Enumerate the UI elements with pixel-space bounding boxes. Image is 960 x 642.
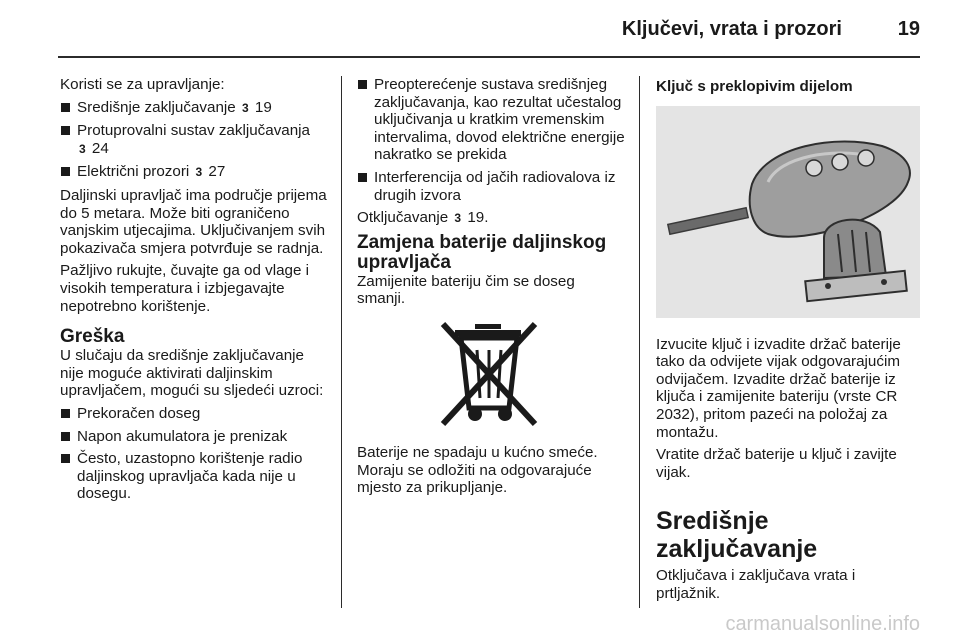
key-heading: Ključ s preklopivim dijelom — [656, 78, 853, 95]
page-title: Ključevi, vrata i prozori — [621, 18, 842, 40]
bullet-icon — [358, 173, 367, 182]
list-item: Prekoračen doseg — [60, 405, 328, 423]
bullet-icon — [61, 103, 70, 112]
list-item: Električni prozori 3 27 — [60, 163, 328, 182]
bullet-icon — [358, 80, 367, 89]
bullet-icon — [61, 409, 70, 418]
key-paragraph-2: Vratite držač baterije u ključ i zavijte vijak. — [656, 446, 897, 481]
causes-list — [60, 405, 328, 503]
list-item: Središnje zaključavanje 3 19 — [60, 99, 328, 118]
bullet-icon — [61, 167, 70, 176]
bullet-icon — [61, 454, 70, 463]
page-ref-icon: 3 — [79, 141, 86, 156]
disposal-paragraph: Baterije ne spadaju u kućno smeće. Moraju se odložiti na odgovarajuće mjesto za prikupljanje. — [357, 443, 598, 497]
page-ref-icon: 3 — [454, 211, 462, 226]
page-header — [58, 0, 920, 58]
watermark: carmanualsonline.info — [725, 613, 920, 635]
list-item: Preopterećenje sustava središnjeg zaključavanja, kao rezultat učestalog uključivanja u kratkim vremenskim intervalima, dovod električne energije nakratko se prekida — [357, 76, 625, 164]
column-divider — [341, 76, 342, 608]
column-left — [60, 76, 328, 508]
page-ref-icon: 3 — [195, 165, 203, 180]
bullet-icon — [61, 126, 70, 135]
column-right — [656, 76, 922, 608]
key-paragraph-1: Izvucite ključ i izvadite držač baterije tako da odvijete vijak odgovarajućim odvijačem. Izvadite držač baterije iz ključa i zamijenite bateriju (vrste CR 2032), pritom pazeći na položaj za montažu. — [656, 335, 901, 441]
list-item: Protuprovalni sustav zaključavanja 3 24 — [60, 122, 328, 158]
page-number: 19 — [897, 18, 920, 40]
key-battery-figure — [656, 106, 920, 318]
page-ref[interactable]: 19 — [254, 98, 272, 116]
central-locking-heading: Središnje zaključavanje — [656, 507, 818, 564]
list-item: Napon akumulatora je prenizak — [60, 428, 328, 446]
column-divider — [639, 76, 640, 608]
battery-heading: Zamjena baterije daljinskog upravljača — [357, 231, 607, 273]
list-item: Interferencija od jačih radiovalova iz drugih izvora — [357, 169, 625, 204]
crossed-bin-icon — [429, 320, 549, 428]
care-paragraph: Pažljivo rukujte, čuvajte ga od vlage i visokih temperatura i izbjegavajte nepotrebno korištenje. — [60, 262, 310, 315]
page-ref[interactable]: 24 — [91, 139, 109, 157]
bullet-icon — [61, 432, 70, 441]
unlock-paragraph: Otključavanje 3 19. — [357, 209, 489, 227]
uses-list — [60, 99, 328, 182]
column-middle — [357, 76, 625, 502]
error-heading: Greška — [60, 326, 125, 348]
remote-key-icon — [668, 141, 910, 236]
page-ref[interactable]: 19. — [467, 209, 489, 227]
causes-list-continued — [357, 76, 625, 204]
page-ref[interactable]: 27 — [208, 163, 226, 181]
page-ref-icon: 3 — [241, 100, 249, 115]
central-locking-text: Otključava i zaključava vrata i prtljažnik. — [656, 567, 856, 602]
list-item: Često, uzastopno korištenje radio daljinskog upravljača kada nije u dosegu. — [60, 450, 328, 503]
error-intro: U slučaju da središnje zaključavanje nije moguće aktivirati daljinskim upravljačem, mogući su sljedeći uzroci: — [60, 347, 324, 400]
range-paragraph: Daljinski upravljač ima područje prijema do 5 metara. Može biti ograničeno vanjskim utjecajima. Uključivanjem svih pokazivača smjera potvrđuje se radnja. — [60, 186, 327, 257]
battery-intro: Zamijenite bateriju čim se doseg smanji. — [357, 272, 575, 308]
uses-intro: Koristi se za upravljanje: — [60, 76, 225, 93]
